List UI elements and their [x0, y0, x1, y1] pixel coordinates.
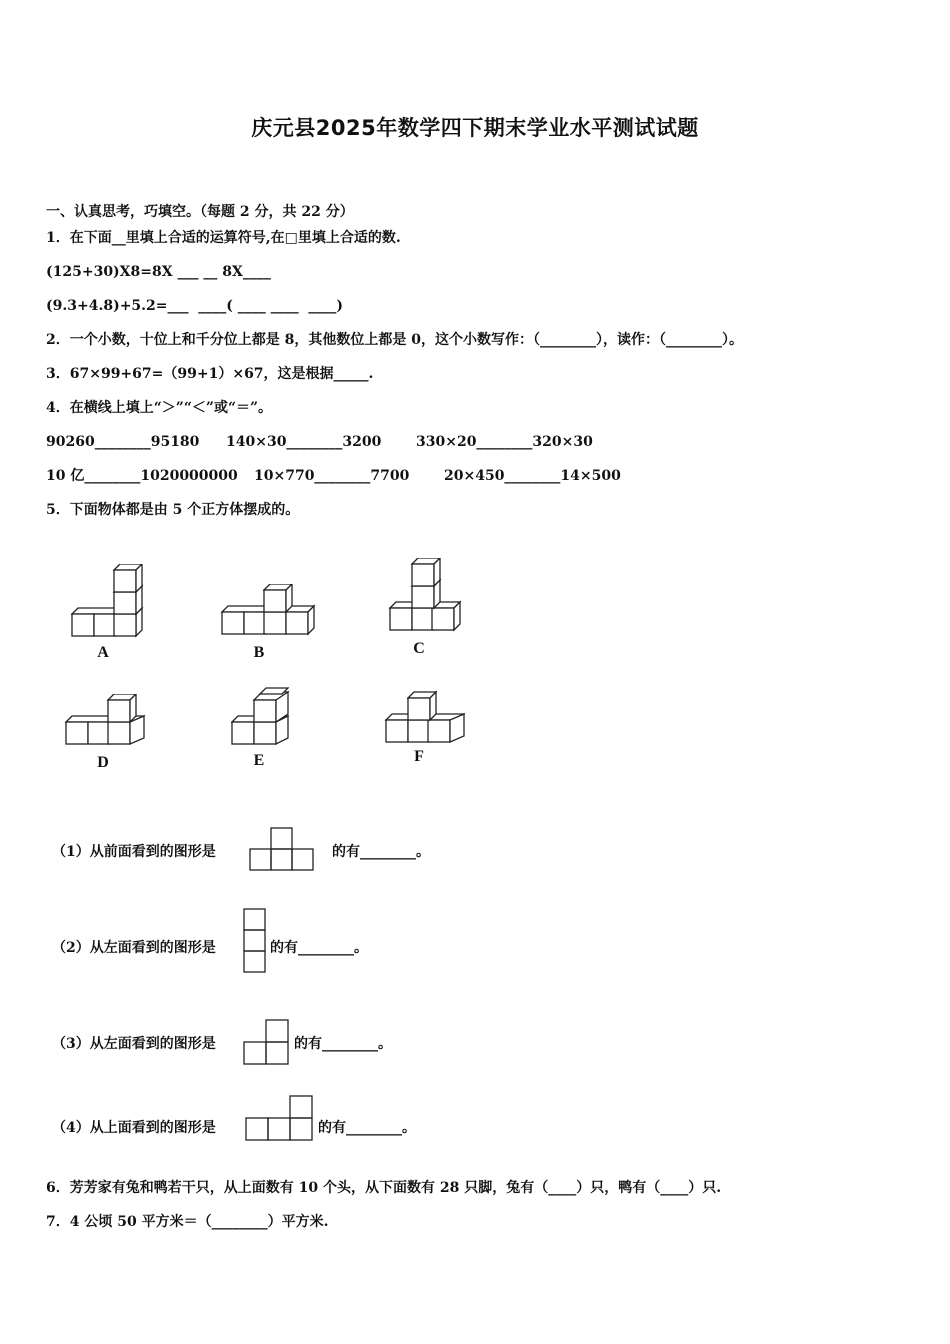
- q5-sub4-prefix: （4）从上面看到的图形是: [52, 1120, 216, 1136]
- question-1-line-2: (9.3+4.8)+5.2=___ ____( ____ ____ ____): [46, 298, 344, 314]
- q5-sub1-suffix: 的有________。: [332, 844, 430, 860]
- cube-figure-e: [230, 686, 296, 750]
- top-view-shape-4: [244, 1094, 316, 1148]
- q5-sub3-suffix: 的有________。: [294, 1036, 392, 1052]
- question-2: 2．一个小数，十位上和千分位上都是 8，其他数位上都是 0，这个小数写作：（________），读作：（________）。: [46, 332, 743, 348]
- q5-sub2-prefix: （2）从左面看到的图形是: [52, 940, 216, 956]
- cube-figure-c: [388, 558, 468, 634]
- q4-item-1: 90260________95180: [46, 434, 200, 450]
- q5-sub1-prefix: （1）从前面看到的图形是: [52, 844, 216, 860]
- cube-figure-d: [64, 694, 148, 750]
- front-view-shape-1: [248, 825, 316, 877]
- left-view-shape-3: [242, 1018, 292, 1072]
- q4-item-6: 20×450________14×500: [444, 468, 621, 484]
- figure-label-c: C: [413, 640, 425, 657]
- question-1-line-1: (125+30)X8=8X ___ __ 8X____: [46, 264, 271, 280]
- figure-label-d: D: [97, 754, 109, 771]
- question-7: 7．4 公顷 50 平方米＝（________）平方米.: [46, 1214, 329, 1230]
- q5-sub2-suffix: 的有________。: [270, 940, 368, 956]
- question-6: 6．芳芳家有兔和鸭若干只，从上面数有 10 个头，从下面数有 28 只脚，兔有（____）只，鸭有（____）只.: [46, 1180, 722, 1196]
- q4-item-2: 140×30________3200: [226, 434, 382, 450]
- question-1-stem: 1．在下面__里填上合适的运算符号,在□里填上合适的数.: [46, 230, 401, 246]
- page-title: 庆元县2025年数学四下期末学业水平测试试题: [251, 116, 699, 140]
- question-5-stem: 5．下面物体都是由 5 个正方体摆成的。: [46, 502, 300, 518]
- cube-figure-a: [70, 564, 150, 640]
- question-3: 3．67×99+67=（99+1）×67，这是根据_____.: [46, 366, 374, 382]
- left-view-shape-2: [242, 906, 270, 980]
- figure-label-f: F: [414, 748, 424, 765]
- figure-label-a: A: [97, 644, 109, 661]
- figure-label-e: E: [253, 752, 265, 769]
- q4-item-4: 10 亿________1020000000: [46, 468, 238, 484]
- figure-label-b: B: [253, 644, 265, 661]
- cube-figure-f: [384, 690, 468, 748]
- section-heading: 一、认真思考，巧填空。（每题 2 分，共 22 分）: [46, 204, 354, 220]
- cube-figure-b: [220, 584, 320, 640]
- question-4-stem: 4．在横线上填上“＞”“＜”或“＝”。: [46, 400, 273, 416]
- q5-sub4-suffix: 的有________。: [318, 1120, 416, 1136]
- q5-sub3-prefix: （3）从左面看到的图形是: [52, 1036, 216, 1052]
- q4-item-5: 10×770________7700: [254, 468, 410, 484]
- q4-item-3: 330×20________320×30: [416, 434, 593, 450]
